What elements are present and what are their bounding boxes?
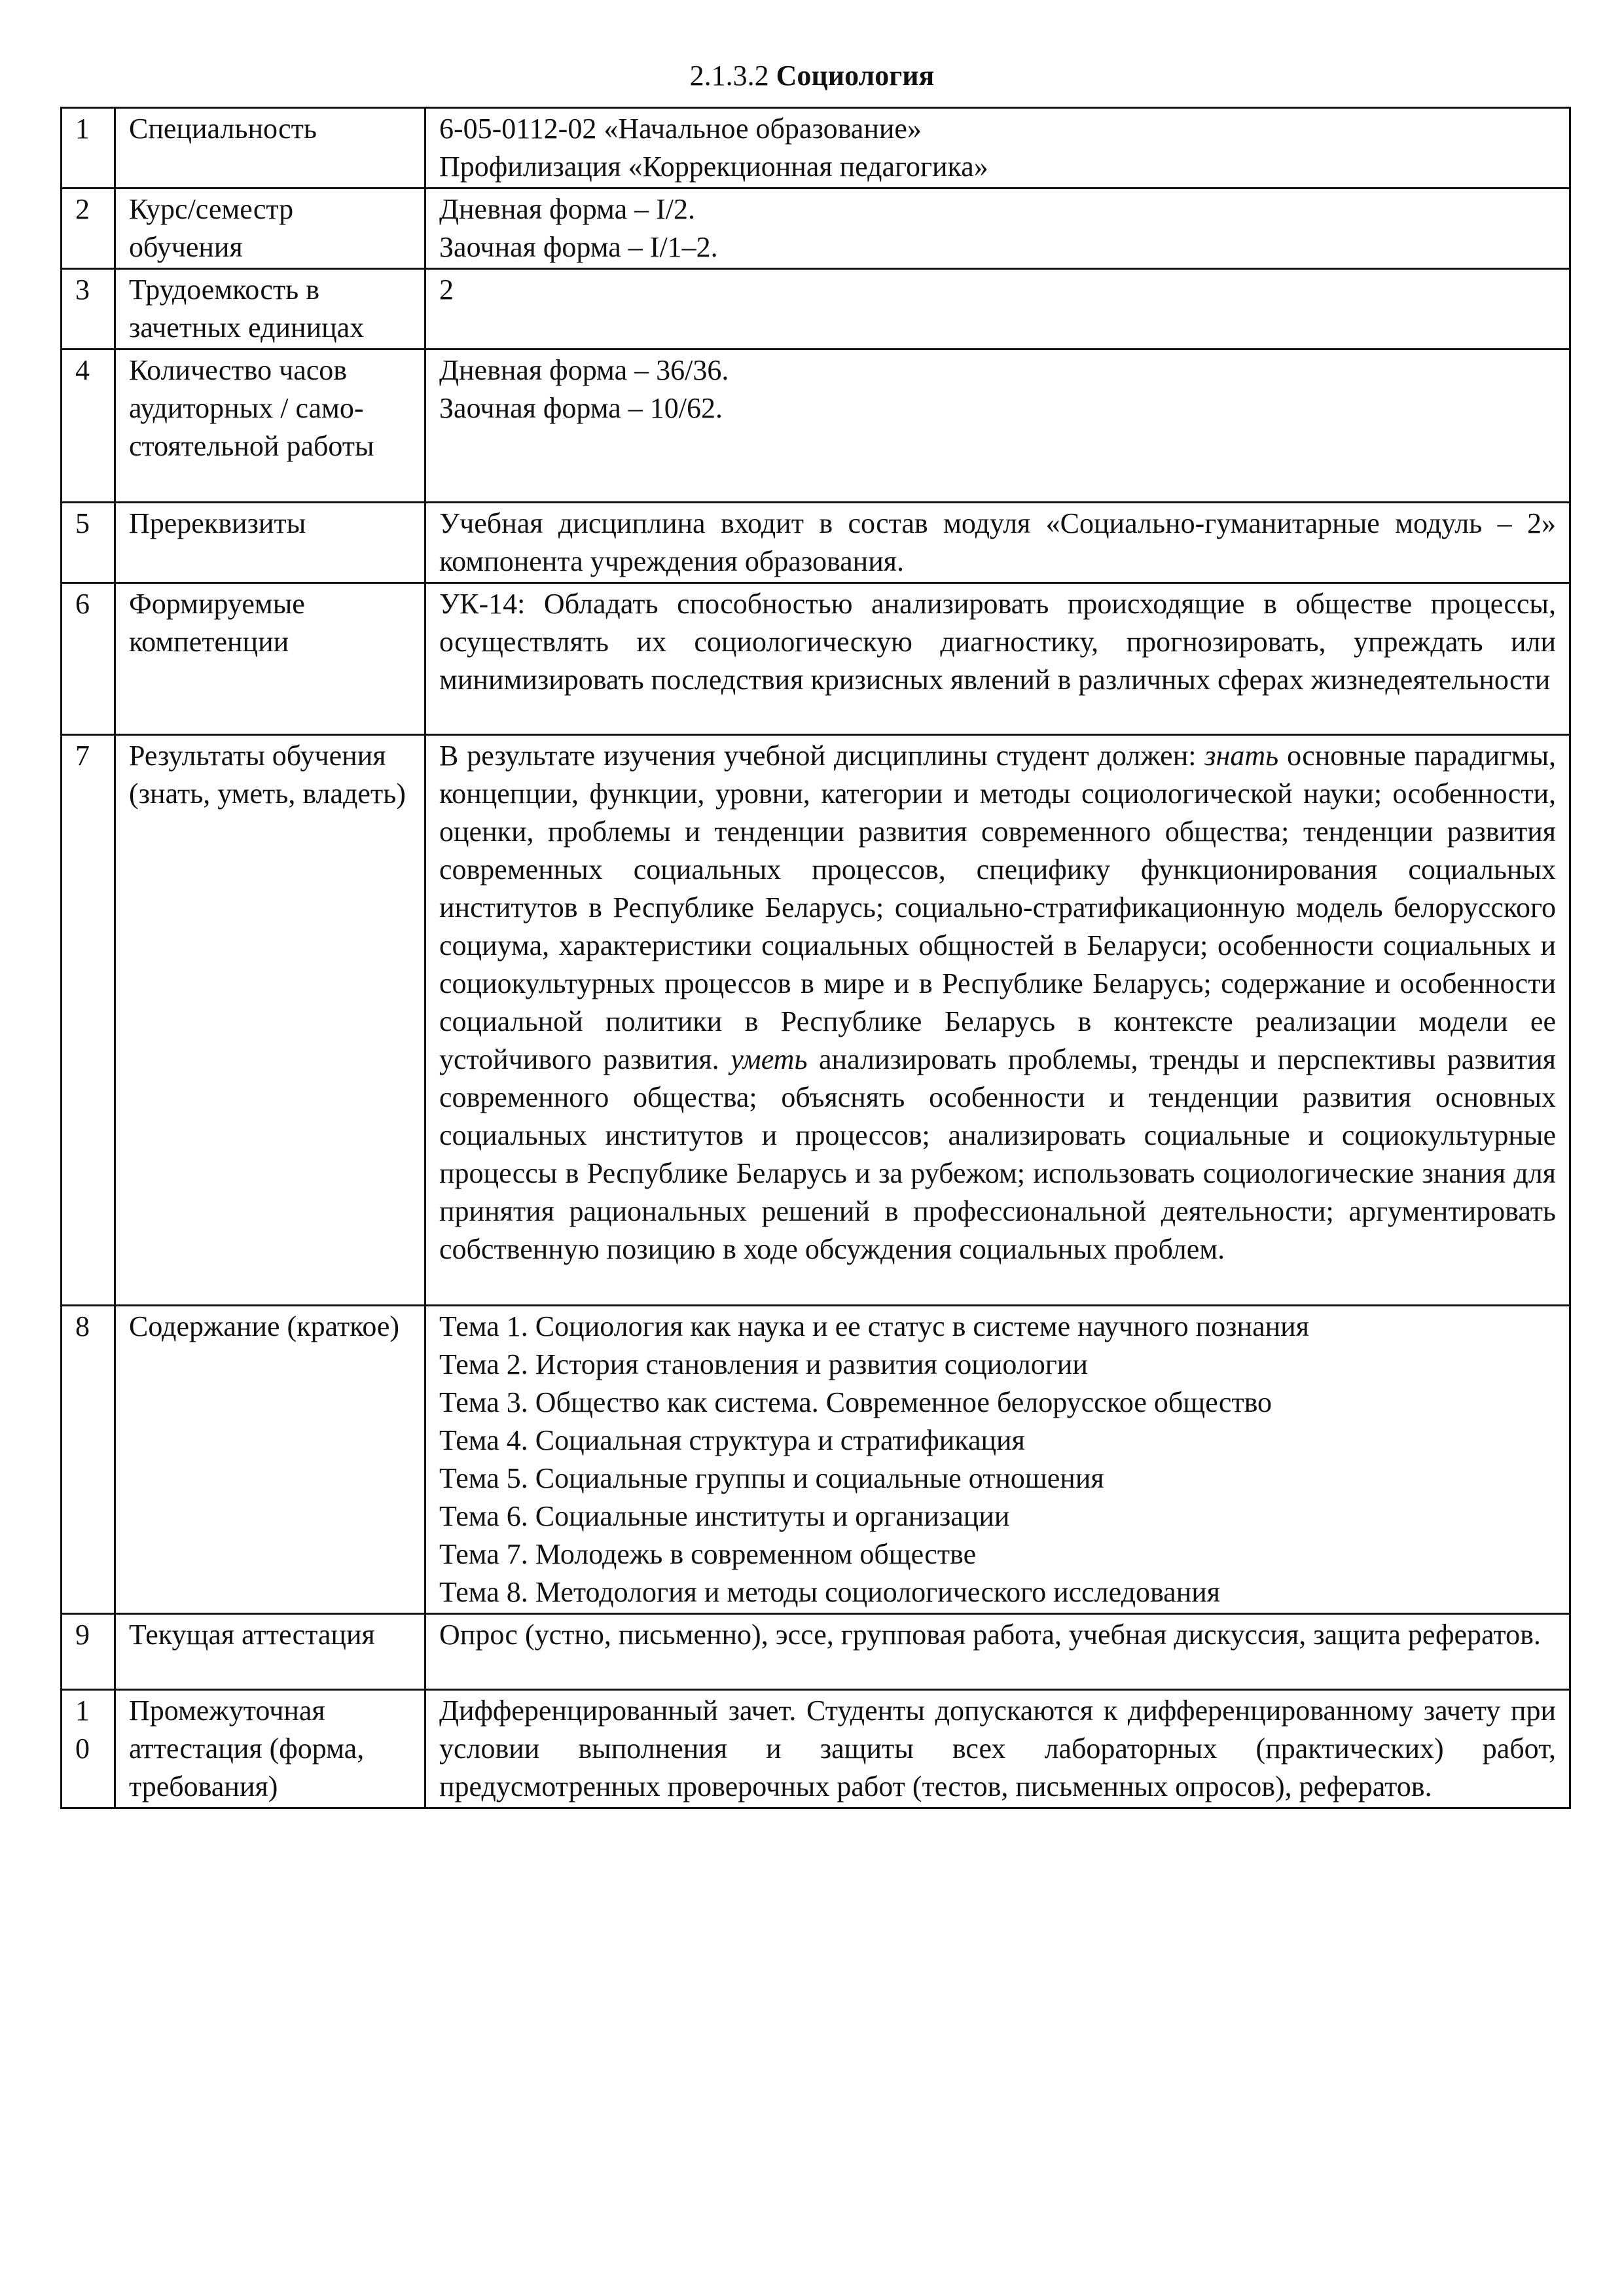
table-row [62, 1306, 1570, 1614]
table-row [62, 583, 1570, 735]
table-row [62, 188, 1570, 269]
row-number: 9 [62, 1614, 115, 1690]
topic-line: Тема 8. Методология и методы социологического исследования [439, 1576, 1221, 1608]
row-label: Трудоемкость в зачетных единицах [115, 269, 425, 350]
section-number: 2.1.3.2 [689, 60, 769, 92]
table-row [62, 1614, 1570, 1690]
know-keyword: знать [1204, 740, 1279, 772]
content-line: Дневная форма – I/2. [439, 193, 695, 225]
content-line: Заочная форма – I/1–2. [439, 231, 718, 263]
table-row [62, 108, 1570, 188]
topic-line: Тема 5. Социальные группы и социальные отношения [439, 1462, 1104, 1494]
row-number: 1 [62, 108, 115, 188]
row-number: 6 [62, 583, 115, 735]
table-row [62, 735, 1570, 1306]
content-line: Заочная форма – 10/62. [439, 392, 723, 424]
row-content: Дифференцированный зачет. Студенты допускаются к дифференцированному зачету при условии выполнения и защиты всех лабораторных (практических) работ, предусмотренных проверочных работ (тестов, письменных опросов), рефератов. [425, 1690, 1570, 1808]
row-content [425, 108, 1570, 188]
row-label: Формируемые компетенции [115, 583, 425, 735]
can-text: анализировать проблемы, тренды и перспективы развития современного общества; объяснять особенности и тенденции развития основных социальных институтов и процессов; анализировать социальные и социокультурные процессы в Республике Беларусь и за рубежом; использовать социологические знания для принятия рациональных решений в профессиональной деятельности; аргументировать собственную позицию в ходе обсуждения социальных проблем. [439, 1043, 1557, 1265]
know-text: основные парадигмы, концепции, функции, уровни, категории и методы социологической науки; особенности, оценки, проблемы и тенденции развития современного общества; тенденции развития современных социальных процессов, специфику функционирования социальных институтов в Республике Беларусь; социально-стратификационную модель белорусского социума, характеристики социальных общностей в Беларуси; особенности социальных и социокультурных процессов в мире и в Республике Беларусь; содержание и особенности социальной политики в Республике Беларусь в контексте реализации модели ее устойчивого развития. [439, 740, 1557, 1075]
can-keyword: уметь [731, 1043, 808, 1075]
section-title: Социология [776, 60, 935, 92]
row-content [425, 269, 1570, 350]
row-number: 2 [62, 188, 115, 269]
row-number: 10 [62, 1690, 115, 1808]
row-number: 5 [62, 503, 115, 583]
row-content [425, 735, 1570, 1306]
row-label: Количество часов аудиторных / само-стоятельной работы [115, 350, 425, 503]
topic-line: Тема 1. Социология как наука и ее статус в системе научного познания [439, 1310, 1309, 1342]
row-label: Специальность [115, 108, 425, 188]
content-line: Дневная форма – 36/36. [439, 354, 729, 386]
row-label: Содержание (краткое) [115, 1306, 425, 1614]
row-content [425, 350, 1570, 503]
table-row [62, 503, 1570, 583]
results-intro: В результате изучения учебной дисциплины студент должен: [439, 740, 1197, 772]
row-label: Пререквизиты [115, 503, 425, 583]
row-label: Промежуточная аттестация (форма, требования) [115, 1690, 425, 1808]
topic-line: Тема 3. Общество как система. Современное белорусское общество [439, 1386, 1272, 1418]
row-label: Результаты обучения (знать, уметь, владеть) [115, 735, 425, 1306]
row-number: 7 [62, 735, 115, 1306]
content-line: 2 [439, 274, 454, 306]
table-row [62, 269, 1570, 350]
content-line: Профилизация «Коррекционная педагогика» [439, 151, 988, 183]
topic-line: Тема 7. Молодежь в современном обществе [439, 1538, 977, 1570]
row-content [425, 188, 1570, 269]
row-number: 4 [62, 350, 115, 503]
topic-line: Тема 4. Социальная структура и стратификация [439, 1424, 1025, 1456]
discipline-table [60, 107, 1571, 1809]
topic-line: Тема 2. История становления и развития социологии [439, 1348, 1088, 1380]
row-content: УК-14: Обладать способностью анализировать происходящие в обществе процессы, осуществлять их социологическую диагностику, прогнозировать, упреждать или минимизировать последствия кризисных явлений в различных сферах жизнедеятельности [425, 583, 1570, 735]
row-number: 8 [62, 1306, 115, 1614]
row-content: Опрос (устно, письменно), эссе, групповая работа, учебная дискуссия, защита рефератов. [425, 1614, 1570, 1690]
table-row [62, 350, 1570, 503]
row-number: 3 [62, 269, 115, 350]
content-line: 6-05-0112-02 «Начальное образование» [439, 113, 922, 145]
topic-line: Тема 6. Социальные институты и организации [439, 1500, 1010, 1532]
section-heading [0, 58, 1624, 94]
row-label: Курс/семестр обучения [115, 188, 425, 269]
row-label: Текущая аттестация [115, 1614, 425, 1690]
row-content: Учебная дисциплина входит в состав модуля «Социально-гуманитарные модуль – 2» компонента учреждения образования. [425, 503, 1570, 583]
row-content [425, 1306, 1570, 1614]
table-row [62, 1690, 1570, 1808]
